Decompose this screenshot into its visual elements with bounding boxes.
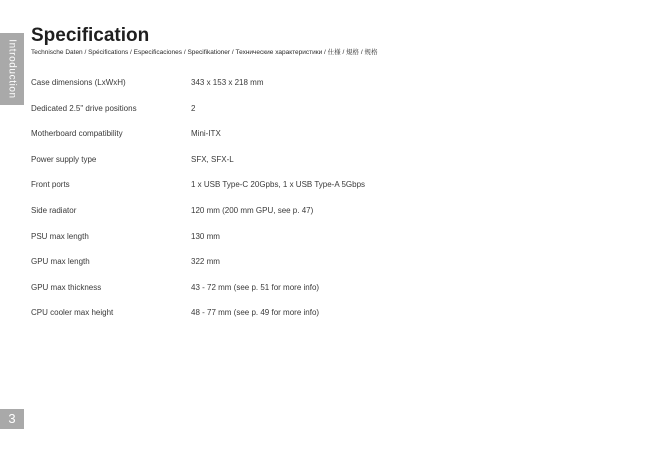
spec-row	[31, 281, 631, 307]
spec-value: 43 - 72 mm (see p. 51 for more info)	[191, 282, 320, 292]
page-number: 3	[0, 409, 24, 429]
spec-row	[31, 306, 631, 332]
spec-label: PSU max length	[31, 231, 89, 241]
spec-row	[31, 153, 631, 179]
spec-label: Power supply type	[31, 154, 97, 164]
spec-label: Dedicated 2.5" drive positions	[31, 103, 137, 113]
spec-row	[31, 255, 631, 281]
spec-value: Mini-ITX	[191, 129, 221, 139]
spec-value: 2	[191, 103, 196, 113]
spec-label: Front ports	[31, 180, 70, 190]
spec-value: 343 x 153 x 218 mm	[191, 78, 264, 87]
spec-table	[31, 76, 631, 332]
spec-row	[31, 76, 631, 102]
spec-value: 120 mm (200 mm GPU, see p. 47)	[191, 205, 314, 215]
spec-row	[31, 178, 631, 204]
spec-label: GPU max thickness	[31, 282, 102, 292]
spec-label: Motherboard compatibility	[31, 129, 123, 139]
spec-row	[31, 127, 631, 153]
section-label: Introduction	[6, 39, 18, 99]
spec-row	[31, 102, 631, 128]
spec-row	[31, 204, 631, 230]
page-title: Specification	[31, 25, 150, 46]
spec-value: 1 x USB Type-C 20Gpbs, 1 x USB Type-A 5Gbps	[191, 180, 366, 190]
spec-value: 48 - 77 mm (see p. 49 for more info)	[191, 308, 320, 318]
spec-value: 322 mm	[191, 257, 220, 267]
spec-label: CPU cooler max height	[31, 308, 114, 318]
section-side-tab	[0, 33, 24, 105]
page-subtitle: Technische Daten / Spécifications / Especificaciones / Specifikationer / Технические характеристики / 仕様 / 規格 / 规格	[31, 49, 378, 56]
spec-label: Side radiator	[31, 205, 77, 215]
spec-value: 130 mm	[191, 231, 220, 241]
spec-row	[31, 230, 631, 256]
spec-value: SFX, SFX-L	[191, 154, 234, 164]
spec-label: Case dimensions (LxWxH)	[31, 78, 126, 87]
spec-label: GPU max length	[31, 257, 90, 267]
